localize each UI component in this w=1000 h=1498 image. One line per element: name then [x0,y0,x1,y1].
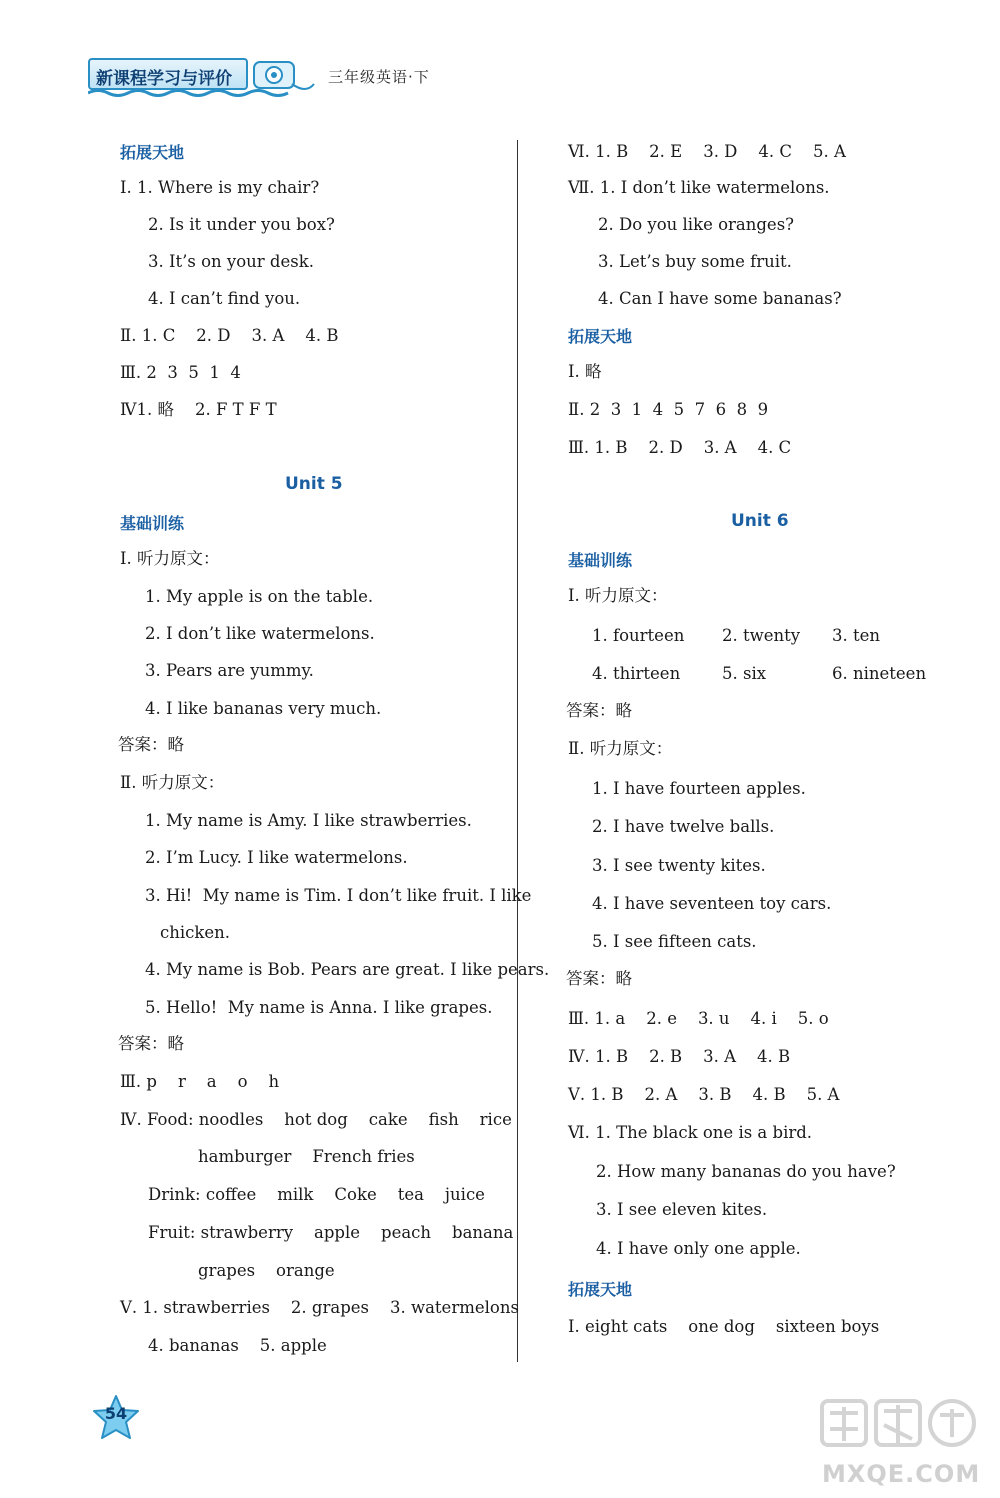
right-s1-cell: 6. nineteen [832,664,927,683]
page-header [88,50,608,100]
left-ext-line: Ⅰ. 1. Where is my chair? [120,178,320,197]
left-ext-line: Ⅲ. 2 3 5 1 4 [120,363,241,382]
right-ext-line: Ⅰ. 略 [568,362,602,381]
right-s2-line: 1. I have fourteen apples. [592,779,806,798]
right-s1-title: Ⅰ. 听力原文： [568,586,668,605]
right-s2-line: 5. I see fifteen cats. [592,932,757,951]
right-s2-line: 2. I have twelve balls. [592,817,775,836]
right-s3-line: 3. I see eleven kites. [596,1200,768,1219]
unit-5-title: Unit 5 [285,474,343,494]
right-top-line: 3. Let’s buy some fruit. [598,252,792,271]
left-s2-line: 4. My name is Bob. Pears are great. I like pears. [145,960,550,979]
right-s3-line: 2. How many bananas do you have? [596,1162,896,1181]
left-basic-heading: 基础训练 [120,514,185,533]
right-s3-line: Ⅲ. 1. a 2. e 3. u 4. i 5. o [568,1009,829,1028]
left-s1-title: Ⅰ. 听力原文： [120,549,220,568]
left-s2-line: 2. I’m Lucy. I like watermelons. [145,848,408,867]
right-s1-cell: 3. ten [832,626,881,645]
left-s4-line: Drink: coffee milk Coke tea juice [148,1185,485,1204]
right-ext2-line: Ⅰ. eight cats one dog sixteen boys [568,1317,880,1336]
left-s1-line: 3. Pears are yummy. [145,661,314,680]
left-s4-line: grapes orange [198,1261,335,1280]
left-answer-2: 答案：略 [118,1034,184,1053]
right-ext-line: Ⅱ. 2 3 1 4 5 7 6 8 9 [568,400,769,419]
left-s2-line: 1. My name is Amy. I like strawberries. [145,811,472,830]
right-s3-line: Ⅳ. 1. B 2. B 3. A 4. B [568,1047,791,1066]
right-s2-line: 4. I have seventeen toy cars. [592,894,832,913]
left-ext-line: 4. I can’t find you. [148,289,301,308]
left-ext-line: Ⅱ. 1. C 2. D 3. A 4. B [120,326,339,345]
right-top-line: 4. Can I have some bananas? [598,289,842,308]
watermark-text: MXQE.COM [822,1460,981,1488]
left-ext-line: Ⅳ1. 略 2. F T F T [120,400,277,419]
left-s2-title: Ⅱ. 听力原文： [120,773,225,792]
right-s3-line: Ⅵ. 1. The black one is a bird. [568,1123,813,1142]
book-subtitle: 三年级英语·下 [328,68,430,86]
right-top-line: 2. Do you like oranges? [598,215,795,234]
right-ext-line: Ⅲ. 1. B 2. D 3. A 4. C [568,438,792,457]
left-s1-line: 2. I don’t like watermelons. [145,624,375,643]
left-s4-line: Ⅳ. Food: noodles hot dog cake fish rice [120,1110,512,1129]
right-s1-cell: 5. six [722,664,767,683]
left-answer-1: 答案：略 [118,735,184,754]
column-divider [517,140,518,1362]
right-s3-line: 4. I have only one apple. [596,1239,801,1258]
left-s4-line: hamburger French fries [198,1147,415,1166]
header-banner [88,58,248,90]
right-basic-heading: 基础训练 [568,551,633,570]
right-s2-title: Ⅱ. 听力原文： [568,739,673,758]
left-s4-line: Fruit: strawberry apple peach banana [148,1223,514,1242]
right-answer-2: 答案：略 [566,969,632,988]
right-s1-cell: 2. twenty [722,626,801,645]
left-ext-line: 3. It’s on your desk. [148,252,314,271]
left-extension-heading: 拓展天地 [120,143,185,162]
right-s3-line: Ⅴ. 1. B 2. A 3. B 4. B 5. A [568,1085,840,1104]
right-s1-cell: 4. thirteen [592,664,681,683]
right-s2-line: 3. I see twenty kites. [592,856,766,875]
right-top-line: Ⅵ. 1. B 2. E 3. D 4. C 5. A [568,142,846,161]
page-number: 54 [104,1404,128,1423]
header-banner-title: 新课程学习与评价 [96,69,232,89]
left-s3-line: Ⅲ. p r a o h [120,1072,280,1091]
left-s2-line: 5. Hello! My name is Anna. I like grapes. [145,998,493,1017]
right-extension-heading: 拓展天地 [568,327,633,346]
left-s5-line: Ⅴ. 1. strawberries 2. grapes 3. watermelons [120,1298,519,1317]
right-top-line: Ⅶ. 1. I don’t like watermelons. [568,178,830,197]
left-s2-line: 3. Hi! My name is Tim. I don’t like fruit. I like [145,886,532,905]
unit-6-title: Unit 6 [731,511,789,531]
right-answer-1: 答案：略 [566,701,632,720]
camera-icon [248,54,318,98]
left-ext-line: 2. Is it under you box? [148,215,335,234]
right-s1-cell: 1. fourteen [592,626,685,645]
right-extension-heading-2: 拓展天地 [568,1280,633,1299]
left-s5-line: 4. bananas 5. apple [148,1336,327,1355]
left-s1-line: 4. I like bananas very much. [145,699,382,718]
left-s1-line: 1. My apple is on the table. [145,587,374,606]
left-s2-line: chicken. [160,923,231,942]
